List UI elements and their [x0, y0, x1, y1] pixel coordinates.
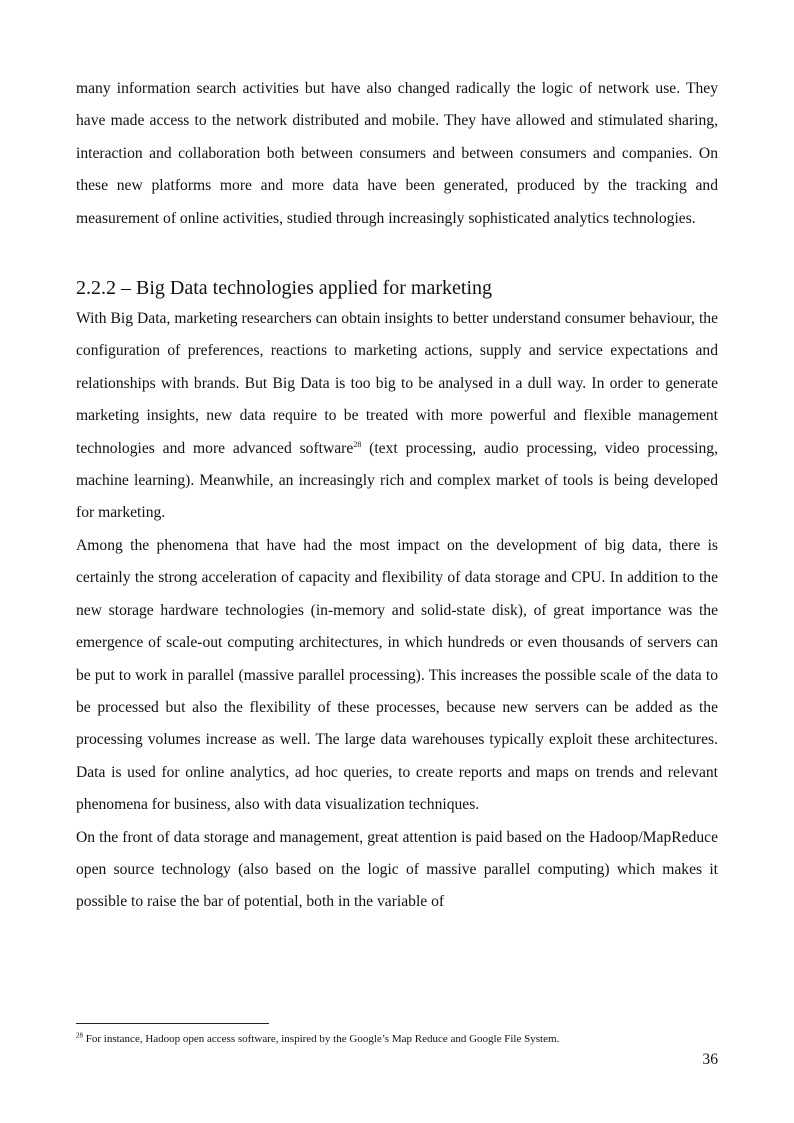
paragraph-phenomena: Among the phenomena that have had the most impact on the development of big data, there is certainly the strong acceleration of capacity and flexibility of data storage and CPU. In addition to the new storage hardware technologies (in-memory and solid-state disk), of great importance was the emergence of scale-out computing architectures, in which hundreds or even thousands of servers can be put to work in parallel (massive parallel processing). This increases the possible scale of the data to be processed but also the flexibility of these processes, because new servers can be added as the processing volumes increase as well. The large data warehouses typically exploit these architectures. Data is used for online analytics, ad hoc queries, to create reports and maps on trends and relevant phenomena for business, also with data visualization techniques. — [76, 536, 718, 814]
paragraph-intro-continued: many information search activities but have also changed radically the logic of network use. They have made access to the network distributed and mobile. They have allowed and stimulated sharing, interaction and collaboration both between consumers and between consumers and companies. On these new platforms more and more data have been generated, produced by the tracking and measurement of online activities, studied through increasingly sophisticated analytics technologies. — [76, 80, 718, 227]
page-number: 36 — [702, 1051, 718, 1068]
paragraph-big-data-marketing — [76, 303, 718, 530]
paragraph-text-part: (text processing, audio processing, video processing, machine learning). Meanwhile, an increasingly rich and complex market of tools is being developed for marketing. — [76, 439, 719, 522]
page-body — [76, 73, 718, 919]
paragraph-hadoop: On the front of data storage and management, great attention is paid based on the Hadoop/MapReduce open source technology (also based on the logic of massive parallel computing) which makes it possible to raise the bar of potential, both in the variable of — [76, 828, 718, 911]
footnote-number: 28 — [76, 1031, 83, 1040]
footnote — [76, 1032, 718, 1046]
footnote-reference[interactable]: 28 — [353, 439, 362, 449]
footnote-divider — [76, 1023, 269, 1024]
paragraph-text-part: With Big Data, marketing researchers can obtain insights to better understand consumer behaviour, the configuration of preferences, reactions to marketing actions, supply and service expectations and relationships with brands. But Big Data is too big to be analysed in a dull way. In order to generate marketing insights, new data require to be treated with more powerful and flexible management technologies and more advanced software — [76, 310, 718, 457]
section-heading: 2.2.2 – Big Data technologies applied for marketing — [76, 277, 493, 300]
footnote-text: For instance, Hadoop open access software, inspired by the Google’s Map Reduce and Google File System. — [83, 1033, 560, 1045]
